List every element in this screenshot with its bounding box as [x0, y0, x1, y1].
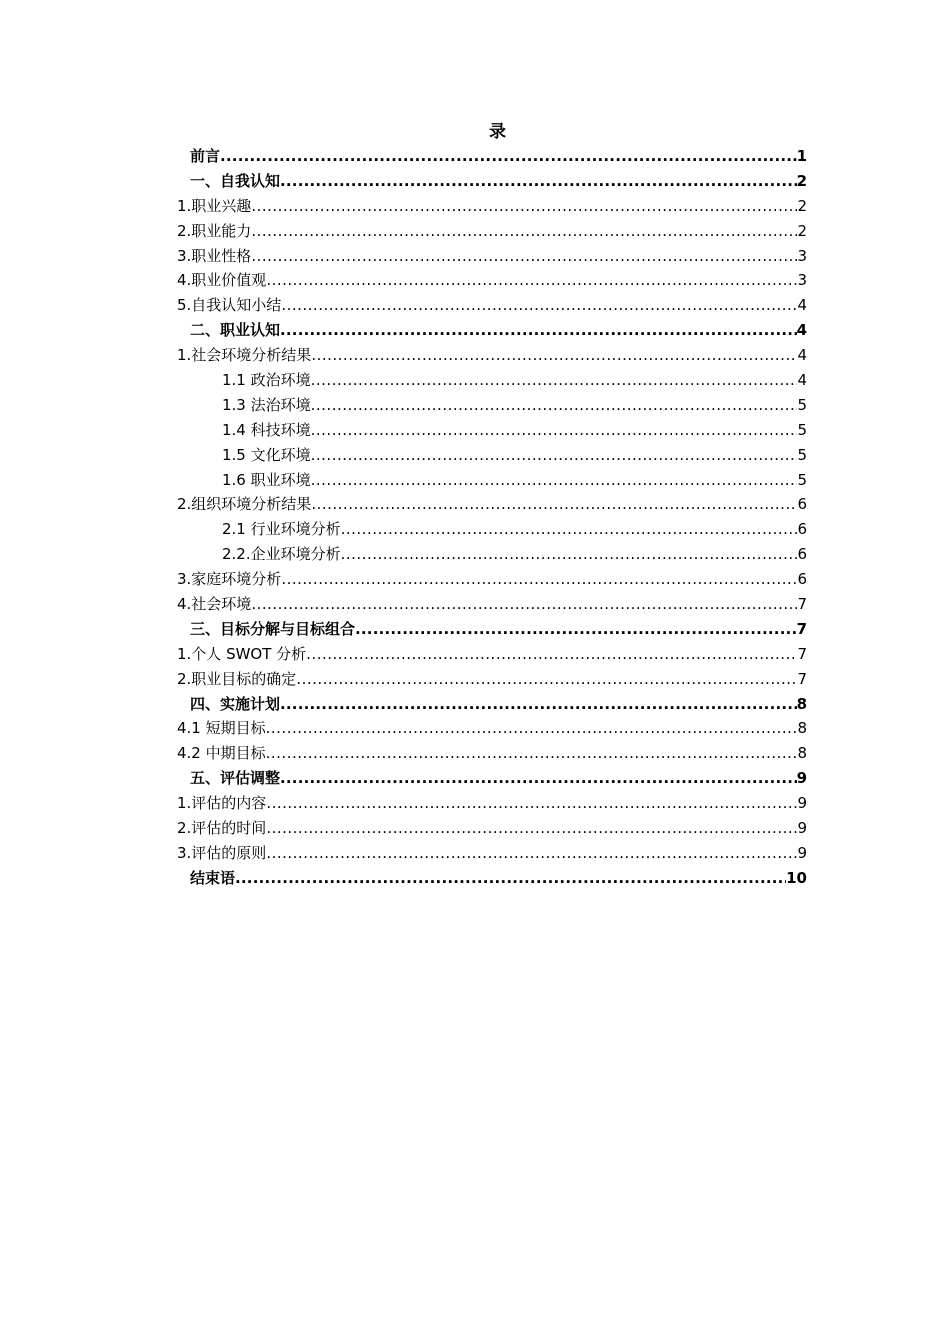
- toc-entry[interactable]: [177, 492, 807, 517]
- toc-entry-label: 2.1 行业环境分析: [222, 520, 341, 539]
- toc-entry[interactable]: [177, 368, 807, 393]
- toc-entry[interactable]: [177, 816, 807, 841]
- toc-entry-label: 一、自我认知: [190, 171, 281, 190]
- toc-dot-leader: [266, 791, 797, 816]
- toc-entry-label: 1.3 法治环境: [222, 395, 311, 414]
- toc-dot-leader: [311, 393, 798, 418]
- toc-dot-leader: [235, 866, 786, 891]
- toc-entry[interactable]: [177, 468, 807, 493]
- toc-dot-leader: [266, 841, 797, 866]
- toc-dot-leader: [311, 468, 798, 493]
- toc-entry-label: 1.职业兴趣: [177, 196, 252, 215]
- toc-dot-leader: [266, 741, 798, 766]
- toc-entry[interactable]: [177, 617, 807, 642]
- toc-entry-page-number: 7: [797, 669, 807, 688]
- toc-entry-page-number: 4: [797, 296, 807, 315]
- toc-entry-page-number: 2: [797, 196, 807, 215]
- toc-entry[interactable]: [177, 293, 807, 318]
- toc-entry-page-number: 4: [796, 321, 807, 340]
- toc-entry-page-number: 2: [797, 221, 807, 240]
- toc-entry-label: 1.6 职业环境: [222, 470, 311, 489]
- toc-entry[interactable]: [177, 268, 807, 293]
- toc-entry-label: 4.社会环境: [177, 595, 252, 614]
- toc-entry-page-number: 3: [797, 246, 807, 265]
- toc-entry-label: 1.社会环境分析结果: [177, 346, 312, 365]
- toc-dot-leader: [311, 368, 798, 393]
- toc-entry-label: 2.2.企业环境分析: [222, 545, 341, 564]
- toc-entry-page-number: 7: [797, 595, 807, 614]
- toc-entry[interactable]: [177, 741, 807, 766]
- toc-entry[interactable]: [177, 642, 807, 667]
- toc-entry[interactable]: [177, 791, 807, 816]
- toc-entry-label: 1.1 政治环境: [222, 371, 311, 390]
- toc-dot-leader: [355, 617, 797, 642]
- toc-entry-label: 2.组织环境分析结果: [177, 495, 312, 514]
- toc-entry[interactable]: [177, 343, 807, 368]
- toc-entry-label: 四、实施计划: [190, 694, 281, 713]
- toc-entry[interactable]: [177, 692, 807, 717]
- toc-entry-page-number: 5: [797, 420, 807, 439]
- toc-entry[interactable]: [177, 766, 807, 791]
- toc-entry-label: 2.职业目标的确定: [177, 669, 297, 688]
- toc-dot-leader: [296, 667, 797, 692]
- toc-entry-page-number: 5: [797, 395, 807, 414]
- toc-entry[interactable]: [177, 542, 807, 567]
- toc-entry[interactable]: [177, 667, 807, 692]
- toc-entry-page-number: 7: [796, 619, 807, 638]
- toc-dot-leader: [341, 517, 798, 542]
- toc-entry-page-number: 9: [796, 769, 807, 788]
- toc-entry-page-number: 9: [797, 819, 807, 838]
- toc-entry-page-number: 1: [796, 147, 807, 165]
- toc-dot-leader: [311, 443, 798, 468]
- toc-entry[interactable]: [177, 517, 807, 542]
- toc-entry-label: 2.职业能力: [177, 221, 252, 240]
- toc-entry[interactable]: [177, 567, 807, 592]
- toc-entry-label: 3.家庭环境分析: [177, 570, 282, 589]
- toc-title: 录: [489, 122, 506, 142]
- table-of-contents: [177, 144, 807, 891]
- toc-entry-label: 3.评估的原则: [177, 843, 267, 862]
- toc-entry-page-number: 6: [797, 570, 807, 589]
- toc-entry-label: 4.2 中期目标: [177, 744, 266, 763]
- toc-entry[interactable]: [177, 716, 807, 741]
- toc-entry[interactable]: [177, 393, 807, 418]
- toc-dot-leader: [266, 268, 797, 293]
- toc-entry-page-number: 5: [797, 445, 807, 464]
- toc-dot-leader: [280, 318, 797, 343]
- toc-entry[interactable]: [177, 841, 807, 866]
- toc-entry[interactable]: [177, 592, 807, 617]
- toc-entry[interactable]: [177, 443, 807, 468]
- toc-entry[interactable]: [177, 219, 807, 244]
- toc-dot-leader: [251, 592, 797, 617]
- toc-entry[interactable]: [177, 244, 807, 269]
- toc-entry-page-number: 2: [796, 171, 807, 190]
- toc-entry-label: 1.评估的内容: [177, 794, 267, 813]
- toc-entry-label: 五、评估调整: [190, 769, 281, 788]
- toc-dot-leader: [251, 219, 797, 244]
- toc-entry-page-number: 8: [797, 719, 807, 738]
- toc-entry[interactable]: [177, 169, 807, 194]
- toc-entry-page-number: 3: [797, 271, 807, 290]
- toc-entry[interactable]: [177, 194, 807, 219]
- toc-entry-label: 结束语: [190, 868, 236, 887]
- toc-entry-page-number: 4: [797, 346, 807, 365]
- toc-entry-label: 1.5 文化环境: [222, 445, 311, 464]
- toc-dot-leader: [311, 418, 798, 443]
- toc-dot-leader: [306, 642, 797, 667]
- toc-entry-label: 4.1 短期目标: [177, 719, 266, 738]
- toc-entry-label: 5.自我认知小结: [177, 296, 282, 315]
- toc-entry-page-number: 10: [786, 868, 807, 887]
- toc-entry-page-number: 7: [797, 644, 807, 663]
- toc-dot-leader: [220, 144, 797, 169]
- toc-dot-leader: [280, 692, 797, 717]
- toc-dot-leader: [281, 293, 797, 318]
- toc-entry-label: 三、目标分解与目标组合: [190, 619, 356, 638]
- toc-entry-page-number: 9: [797, 794, 807, 813]
- toc-entry-label: 1.4 科技环境: [222, 420, 311, 439]
- toc-entry-label: 二、职业认知: [190, 321, 281, 340]
- toc-dot-leader: [280, 766, 797, 791]
- toc-entry-page-number: 5: [797, 470, 807, 489]
- toc-dot-leader: [341, 542, 798, 567]
- toc-dot-leader: [251, 244, 797, 269]
- toc-dot-leader: [266, 716, 798, 741]
- toc-entry-label: 3.职业性格: [177, 246, 252, 265]
- toc-entry-page-number: 8: [796, 694, 807, 713]
- toc-dot-leader: [280, 169, 797, 194]
- toc-entry-label: 1.个人 SWOT 分析: [177, 644, 307, 663]
- toc-entry[interactable]: [177, 418, 807, 443]
- toc-entry[interactable]: [177, 144, 807, 169]
- toc-dot-leader: [311, 492, 797, 517]
- toc-entry-page-number: 6: [797, 520, 807, 539]
- toc-entry-label: 2.评估的时间: [177, 819, 267, 838]
- toc-dot-leader: [266, 816, 797, 841]
- toc-dot-leader: [311, 343, 797, 368]
- toc-entry[interactable]: [177, 866, 807, 891]
- toc-dot-leader: [251, 194, 797, 219]
- toc-entry-page-number: 6: [797, 495, 807, 514]
- toc-entry-page-number: 8: [797, 744, 807, 763]
- toc-entry-page-number: 6: [797, 545, 807, 564]
- toc-dot-leader: [281, 567, 797, 592]
- toc-entry[interactable]: [177, 318, 807, 343]
- toc-entry-label: 4.职业价值观: [177, 271, 267, 290]
- toc-entry-page-number: 4: [797, 371, 807, 390]
- toc-entry-page-number: 9: [797, 843, 807, 862]
- toc-entry-label: 前言: [190, 147, 221, 165]
